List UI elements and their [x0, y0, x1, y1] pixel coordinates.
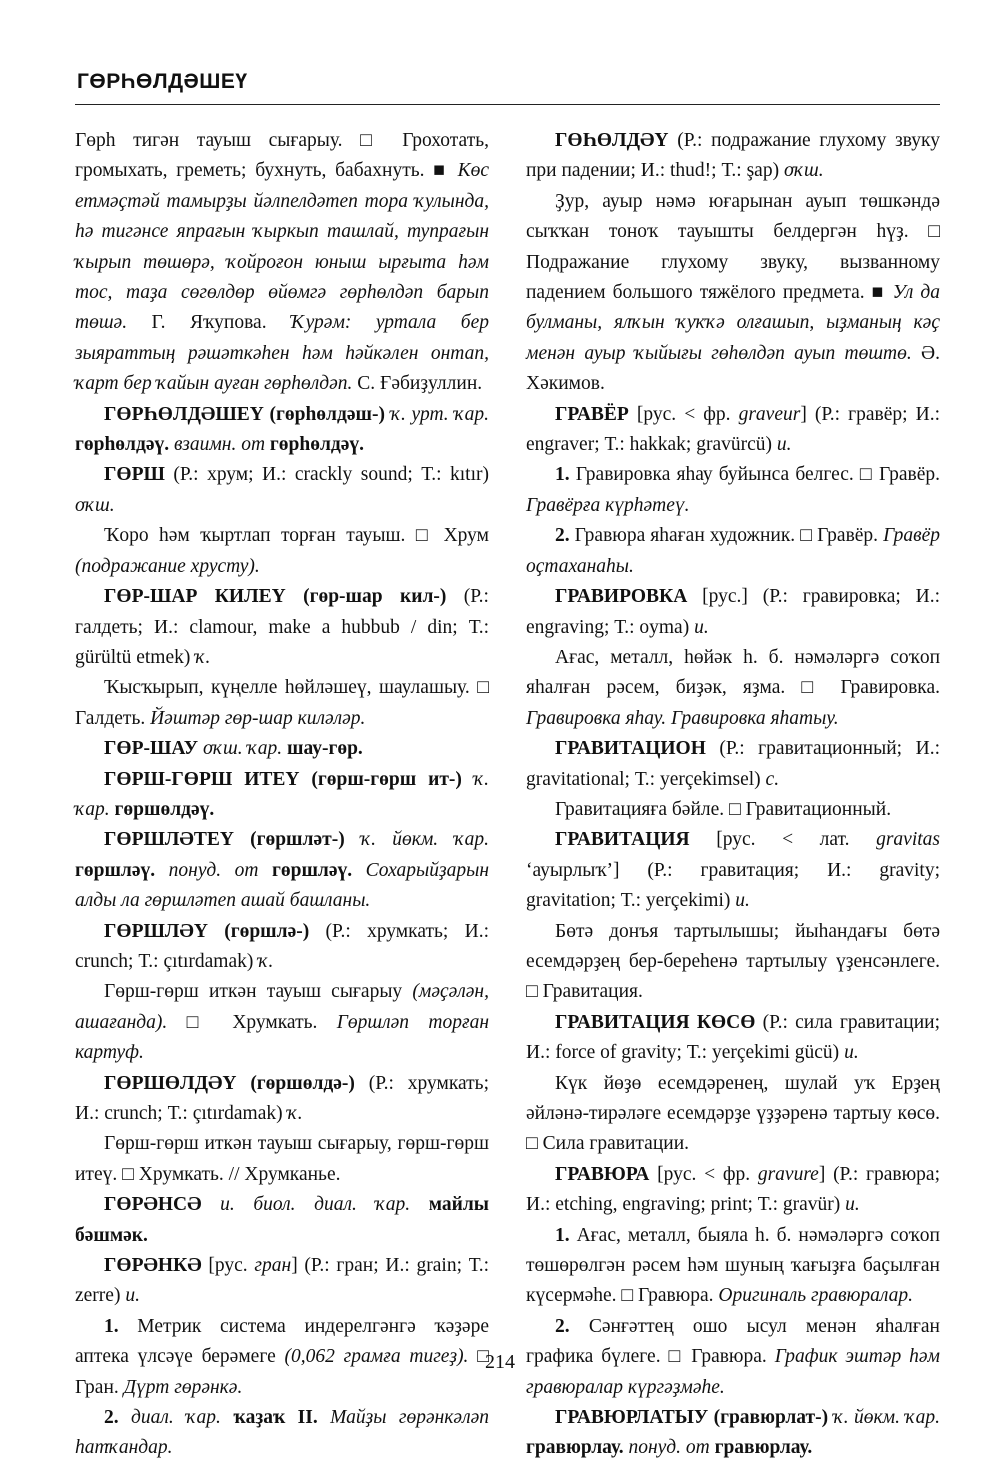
- italic-run: оҡш. ҡар.: [198, 738, 287, 760]
- italic-run: ҡ.: [195, 646, 211, 668]
- italic-run: Йәштәр гөр-шар киләләр.: [150, 707, 366, 729]
- text-run: ] (Р.: гран; И.: grain; Т.: zerre): [75, 1255, 489, 1307]
- italic-run: Ул да булманы, ялҡын ҡуҡҡә олғашып, ыҙманың кәҫ менән ауыр ҡыйығы гөһөлдәп ауып төштө.: [526, 282, 940, 364]
- dictionary-paragraph: [526, 1403, 940, 1464]
- italic-run: ҡ.: [258, 950, 274, 972]
- dictionary-paragraph: [526, 734, 940, 795]
- italic-run: и. биол. диал. ҡар.: [201, 1194, 429, 1216]
- headword-run: ГӨРӘНКӘ: [104, 1255, 202, 1277]
- text-run: ] (Р.: гравюра; И.: etching, engraving; print; Т.: gravür): [526, 1163, 940, 1216]
- left-column: [75, 126, 489, 1464]
- headword-run: ГӨР-ШАУ: [104, 738, 199, 760]
- text-run: (Р.: хрумкать; И.: crunch; Т.: çıtırdamak): [75, 920, 490, 972]
- text-run: Бөтә донъя тартылышы; йыһандағы бөтә есемдәрҙең бер-береһенә тартылыу үҙенсәнлеге. □ Гравитация.: [526, 920, 940, 1003]
- dictionary-paragraph: [526, 126, 940, 187]
- italic-run: диал. ҡар.: [118, 1407, 234, 1429]
- italic-run: gravure: [757, 1163, 819, 1185]
- text-run: Күк йөҙө есемдәренең, шулай уҡ Ерҙең әйләнә-тирәләге есемдәрҙе үҙҙәренә тартыу көсө. □ Сила гравитации.: [526, 1072, 940, 1155]
- text-run: (Р.: хрум; И.: crackly sound; Т.: kıtır): [164, 464, 489, 486]
- headword-run: ГӨРӘНСӘ: [104, 1194, 202, 1216]
- headword-run: ГӨРШЛӘҮ (гөршлә-): [104, 920, 310, 942]
- dictionary-paragraph: [75, 1251, 489, 1312]
- text-run: Ҙур, ауыр нәмә юғарынан ауып төшкәндә сыҡҡан тоноҡ тауышты белдергән һүҙ. □ Подражание глухому звуку, вызванному падением большого тяжёлого предмета. ■: [526, 190, 940, 304]
- italic-run: и.: [125, 1285, 140, 1307]
- italic-run: ҡ. йөкм. ҡар.: [344, 829, 489, 851]
- text-run: [рус.] (Р.: гравировка; И.: engraving; Т.: oyma): [526, 586, 940, 638]
- text-run: Г. Яҡупова.: [127, 312, 292, 334]
- headword-run: ГРАВИТАЦИЯ КӨСӨ: [555, 1011, 756, 1033]
- dictionary-paragraph: [526, 400, 940, 461]
- headword-run: 1.: [104, 1315, 119, 1337]
- italic-run: взаимн. от: [169, 434, 270, 456]
- headword-run: ГРАВЮРЛАТЫУ (гравюрлат-): [555, 1407, 829, 1429]
- text-run: Гравитацияға бәйле. □ Гравитационный.: [555, 798, 892, 820]
- italic-run: Гравёрға күрһәтеү.: [526, 494, 690, 516]
- text-run: Ҡоро һәм ҡыртлап торған тауыш. □ Хрум: [104, 525, 489, 547]
- italic-run: Майҙы гөрәнкәләп һатҡандар.: [75, 1407, 489, 1459]
- headword-run: гравюрлау.: [526, 1437, 624, 1459]
- italic-run: и.: [776, 434, 792, 456]
- italic-run: Гравёр оҫтаханаһы.: [526, 525, 940, 577]
- dictionary-paragraph: [526, 825, 940, 916]
- dictionary-paragraph: [526, 1008, 940, 1069]
- italic-run: оҡш.: [75, 494, 115, 516]
- dictionary-paragraph: [75, 582, 489, 673]
- headword-run: гөрһөлдәү.: [269, 434, 365, 456]
- italic-run: Дүрт гөрәнкә.: [123, 1376, 243, 1398]
- headword-run: ҡаҙаҡ II.: [233, 1407, 318, 1429]
- headword-run: шау-гөр.: [287, 738, 363, 760]
- dictionary-paragraph: [526, 1221, 940, 1312]
- headword-run: гравюрлау.: [714, 1437, 813, 1459]
- text-run: С. Ғәбиҙуллин.: [352, 373, 483, 395]
- italic-run: ҡ. урт. ҡар.: [384, 403, 489, 425]
- dictionary-paragraph: [75, 1129, 489, 1190]
- text-run: [рус.: [201, 1255, 255, 1277]
- text-run: [рус. < фр.: [649, 1163, 758, 1185]
- italic-run: понуд. от: [155, 859, 273, 881]
- headword-run: ГӨРШ: [104, 464, 165, 486]
- dictionary-paragraph: [75, 917, 489, 978]
- italic-run: и.: [845, 1194, 860, 1216]
- headword-run: 1.: [555, 1224, 570, 1246]
- italic-run: и.: [844, 1042, 859, 1064]
- headword-run: 2.: [555, 1315, 570, 1337]
- headword-run: ГӨРШ-ГӨРШ ИТЕҮ (гөрш-гөрш ит-): [104, 768, 462, 790]
- text-run: Ағас, металл, һөйәк h. б. нәмәләргә соҡоп яһалған рәсем, биҙәк, яҙма. □ Гравировка.: [526, 646, 940, 699]
- text-run: Гөрш-гөрш иткән тауыш сығарыу: [104, 981, 413, 1003]
- text-run: Ағас, металл, быяла h. б. нәмәләргә соҡоп төшөрөлгән рәсем һәм шуның ҡағыҙға баҫылған күсермәһе. □ Гравюра.: [526, 1224, 940, 1307]
- headword-run: ГӨРҺӨЛДӘШЕҮ (гөрһөлдәш-): [104, 403, 385, 425]
- text-run: Метрик система индерелгәнгә ҡәҙәре аптека үлсәүе берәмеге: [75, 1315, 489, 1368]
- dictionary-paragraph: [75, 126, 489, 400]
- text-run: Гөрһ тигән тауыш сығарыу. □ Грохотать, громыхать, греметь; бухнуть, бабахнуть. ■: [75, 130, 489, 182]
- text-run: ‘ауырлыҡ’] (Р.: гравитация; И.: gravity; gravitation; Т.: yerçekimi): [526, 859, 940, 912]
- italic-run: и.: [694, 616, 709, 638]
- headword-run: ГӨҺӨЛДӘҮ: [555, 130, 669, 151]
- dictionary-paragraph: [526, 460, 940, 521]
- italic-run: ҡ. йөкм. ҡар.: [828, 1407, 940, 1429]
- text-run: Ә. Хәкимов.: [526, 342, 940, 395]
- italic-run: (подражание хрусту).: [75, 555, 260, 577]
- headword-run: гөршөлдәү.: [114, 798, 215, 820]
- italic-run: ҡ. ҡар.: [75, 768, 489, 820]
- text-run: Сәнғәттең ошо ысул менән яһалған графика бүлеге. □ Гравюра.: [526, 1315, 940, 1368]
- headword-run: ГРАВЁР: [555, 403, 629, 425]
- dictionary-paragraph: [526, 917, 940, 1008]
- italic-run: понуд. от: [623, 1437, 715, 1459]
- headword-run: гөршләү.: [75, 859, 156, 881]
- dictionary-paragraph: [75, 521, 489, 582]
- page-number: 214: [485, 1351, 515, 1373]
- headword-run: ГРАВИТАЦИОН: [555, 738, 706, 760]
- headword-run: 1.: [555, 464, 570, 486]
- text-run: (Р.: галдеть; И.: clamour, make a hubbub / din; Т.: gürültü etmek): [75, 586, 489, 668]
- text-run: □ Хрумкать.: [167, 1011, 337, 1033]
- headword-run: гөршләү.: [272, 859, 353, 881]
- headword-run: майлы бәшмәк.: [75, 1194, 489, 1246]
- running-head: ГӨРҺӨЛДӘШЕҮ: [77, 70, 248, 93]
- italic-run: гран: [254, 1255, 292, 1277]
- headword-run: 2.: [555, 525, 570, 547]
- headword-run: ГӨРШӨЛДӘҮ (гөршөлдә-): [104, 1072, 355, 1094]
- italic-run: Оригиналь гравюралар.: [718, 1285, 913, 1307]
- dictionary-paragraph: [526, 795, 940, 825]
- dictionary-paragraph: [75, 1403, 489, 1464]
- dictionary-paragraph: [526, 582, 940, 643]
- italic-run: (0,062 грамға тигеҙ).: [284, 1346, 469, 1368]
- dictionary-paragraph: [75, 977, 489, 1068]
- text-run: [рус. < лат.: [689, 829, 877, 851]
- text-run: (Р.: подражание глухому звуку при падении; И.: thud!; Т.: şap): [526, 130, 940, 182]
- headword-run: 2.: [104, 1407, 119, 1429]
- italic-run: gravitas: [876, 829, 940, 851]
- text-run: □ Гран.: [75, 1346, 489, 1398]
- text-run: (Р.: гравитационный; И.: gravitational; Т.: yerçekimsel): [526, 738, 940, 790]
- text-run: (Р.: хрумкать; И.: crunch; Т.: çıtırdamak): [75, 1072, 489, 1124]
- italic-run: ҡ.: [287, 1103, 303, 1124]
- text-run: Ҡысҡырып, күңелле һөйләшеү, шаулашыу. □ Галдеть.: [75, 677, 489, 729]
- dictionary-paragraph: [526, 1069, 940, 1160]
- dictionary-paragraph: [75, 400, 489, 461]
- dictionary-paragraph: [526, 187, 940, 400]
- headword-run: гөрһөлдәү.: [75, 434, 170, 456]
- italic-run: graveur: [738, 403, 801, 425]
- italic-run: Көс етмәҫтәй тамырҙы йәлпелдәтеп тора ҡулында, һә тигәнсе япрағын ҡыркып ташлай, тупрағын ҡырып төшөрә, ҡойроғон юныш ырғыта һәм тос, таҙа сөгөлдөр өйөмгә гөрһөлдәп барып төшә.: [75, 160, 489, 334]
- headword-run: ГӨРШЛӘТЕҮ (гөршләт-): [104, 829, 345, 851]
- headword-run: ГӨР-ШАР КИЛЕҮ (гөр-шар кил-): [104, 586, 447, 608]
- italic-run: Ҡурәм: уртала бер зыяраттың рәшәткәһен һәм һәйкәлен онтап, ҡарт бер ҡайын ауған гөрһөлдәп.: [75, 312, 489, 395]
- italic-run: (мәҫәлән, ашағанда).: [75, 981, 489, 1033]
- italic-run: оҡш.: [783, 160, 824, 182]
- dictionary-paragraph: [75, 1190, 489, 1251]
- text-run: Гравюра яһаған художник. □ Гравёр.: [569, 525, 884, 547]
- italic-run: Сохарыйҙарын алды ла гөршләтеп ашай башланы.: [75, 859, 490, 912]
- italic-run: и.: [735, 890, 750, 912]
- dictionary-paragraph: [75, 734, 489, 764]
- text-run: (Р.: сила гравитации; И.: force of gravity; Т.: yerçekimi gücü): [526, 1011, 941, 1064]
- text-run: Гөрш-гөрш иткән тауыш сығарыу, гөрш-гөрш итеү. □ Хрумкать. // Хрумканье.: [75, 1133, 489, 1185]
- text-run: [рус. < фр.: [628, 403, 739, 425]
- headword-run: ГРАВИТАЦИЯ: [555, 829, 690, 851]
- dictionary-paragraph: [75, 1069, 489, 1130]
- italic-run: Гравировка яһау. Гравировка яһатыу.: [526, 707, 839, 729]
- italic-run: Гөршләп торған картуф.: [75, 1011, 489, 1064]
- text-run: ] (Р.: гравёр; И.: engraver; Т.: hakkak; gravürcü): [526, 403, 941, 456]
- dictionary-paragraph: [75, 673, 489, 734]
- headword-run: ГРАВИРОВКА: [555, 586, 688, 608]
- dictionary-paragraph: [526, 521, 940, 582]
- header-rule: [75, 104, 940, 105]
- italic-run: График эштәр һәм гравюралар күргәҙмәһе.: [526, 1346, 941, 1398]
- dictionary-paragraph: [75, 825, 489, 916]
- italic-run: с.: [765, 768, 780, 790]
- dictionary-paragraph: [75, 460, 489, 521]
- text-run: Гравировка яһау буйынса белгес. □ Гравёр.: [569, 464, 940, 486]
- right-column: [526, 126, 940, 1464]
- dictionary-paragraph: [75, 765, 489, 826]
- headword-run: ГРАВЮРА: [555, 1163, 650, 1185]
- dictionary-paragraph: [526, 1160, 940, 1221]
- dictionary-paragraph: [526, 643, 940, 734]
